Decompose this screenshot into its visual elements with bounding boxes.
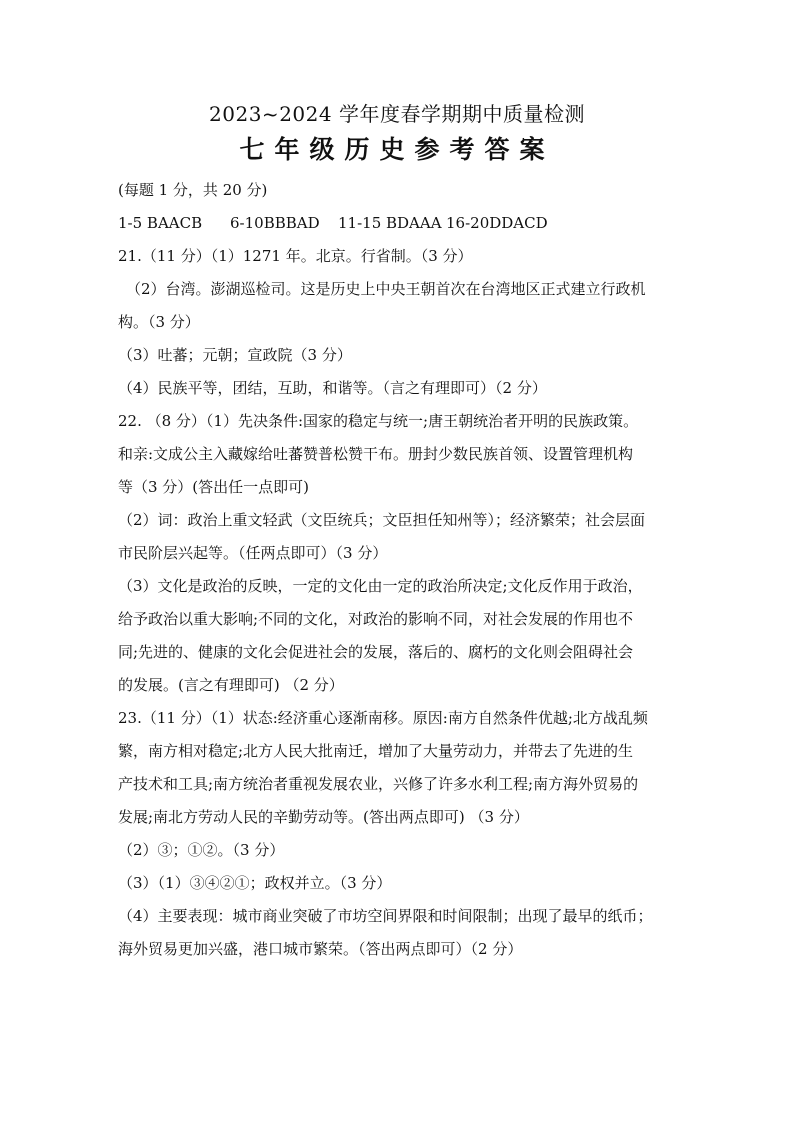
answer-line: 23.（11 分）（1）状态:经济重心逐渐南移。原因:南方自然条件优越;北方战乱频 [118,709,648,727]
answer-line: （4）民族平等，团结，互助，和谐等。（言之有理即可）（2 分） [118,379,547,397]
answer-line: （2）③；①②。（3 分） [118,841,285,859]
answer-line: 繁，南方相对稳定;北方人民大批南迁，增加了大量劳动力，并带去了先进的生 [118,742,634,760]
answer-line: 发展;南北方劳动人民的辛勤劳动等。(答出两点即可) （3 分） [118,808,529,826]
answer-line: 等（3 分）(答出任一点即可) [118,478,310,496]
answer-line: 给予政治以重大影响;不同的文化，对政治的影响不同，对社会发展的作用也不 [118,610,634,628]
mc-answer-group: 6-10BBBAD [230,214,320,232]
answer-line: （4）主要表现：城市商业突破了市坊空间界限和时间限制；出现了最早的纸币； [118,907,653,925]
mc-answer-group: 16-20DDACD [446,214,548,232]
answer-line: 构。（3 分） [118,313,200,331]
answer-line: 市民阶层兴起等。（任两点即可）（3 分） [118,544,388,562]
answer-line: （2）台湾。澎湖巡检司。这是历史上中央王朝首次在台湾地区正式建立行政机 [126,280,646,298]
answer-line: 21.（11 分）（1）1271 年。北京。行省制。（3 分） [118,247,473,265]
mc-answer-group: 11-15 BDAAA [338,214,442,232]
answer-line: 22. （8 分）（1）先决条件:国家的稳定与统一;唐王朝统治者开明的民族政策。 [118,412,639,430]
multiple-choice-answers [118,207,688,240]
answer-line: 海外贸易更加兴盛，港口城市繁荣。（答出两点即可）（2 分） [118,940,523,958]
answer-key-title: 七年级历史参考答案 [239,135,555,164]
answer-line: （3）（1）③④②①；政权并立。（3 分） [118,874,392,892]
score-note: (每题 1 分，共 20 分) [118,181,268,199]
exam-title: 2023~2024 学年度春学期期中质量检测 [209,102,585,126]
answer-line: 产技术和工具;南方统治者重视发展农业，兴修了许多水利工程;南方海外贸易的 [118,775,639,793]
answer-line: 的发展。(言之有理即可) （2 分） [118,676,344,694]
answer-line: 和亲:文成公主入藏嫁给吐蕃赞普松赞干布。册封少数民族首领、设置管理机构 [118,445,634,463]
answer-line: （3）吐蕃；元朝；宣政院（3 分） [118,346,352,364]
mc-answer-group: 1-5 BAACB [118,214,203,232]
answer-body [118,174,688,966]
answer-line: （3）文化是政治的反映，一定的文化由一定的政治所决定;文化反作用于政治， [118,577,643,595]
answer-line: （2）词：政治上重文轻武（文臣统兵；文臣担任知州等）；经济繁荣；社会层面 [118,511,646,529]
answer-line: 同;先进的、健康的文化会促进社会的发展，落后的、腐朽的文化则会阻碍社会 [118,643,634,661]
